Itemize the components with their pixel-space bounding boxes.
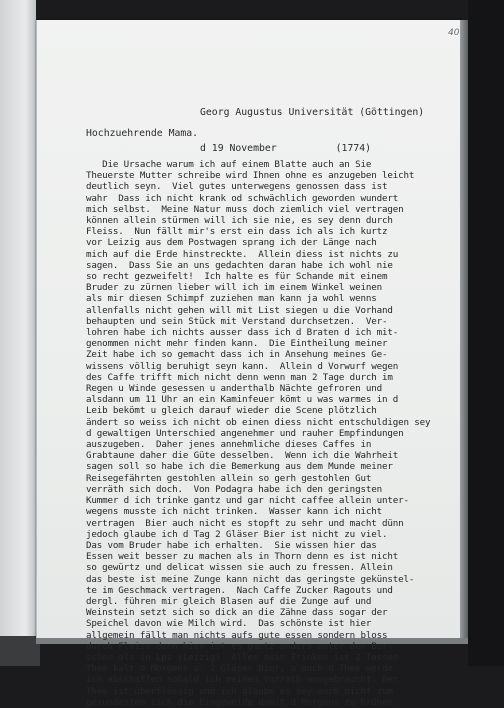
body-line: Bruder zu zürnen lieber will ich im einem Winkel weinen — [86, 282, 382, 294]
body-line: genommen nicht mehr finden kann. Die Eintheilung meiner — [86, 338, 388, 350]
body-line: alsdann um 11 Uhr an ein Kaminfeuer kömt u was warmes in d — [86, 394, 399, 406]
body-line: wahr Dass ich nicht krank od schwächlich geworden wundert — [86, 192, 399, 204]
facing-page-edge — [0, 0, 36, 640]
body-line: des Caffe trifft mich nicht denn wenn man 2 Tage durch im — [86, 371, 393, 383]
salutation: Hochzuehrende Mama. — [86, 128, 199, 139]
body-line: Reisegefährten gestohlen allein so gerh gestohlen Gut — [86, 472, 372, 484]
body-line: lohren habe ich nichts ausser dass ich d Braten d ich mit- — [86, 327, 399, 339]
body-line: so gewürtz und delicat wissen sie auch zu fressen. Allein — [86, 562, 393, 574]
header-place: Georg Augustus Universität (Göttingen) — [200, 107, 425, 118]
body-line: können allein stürmen will ich sie nie, es sey denn durch — [86, 215, 393, 227]
body-line: Kummer d ich trinke gantz und gar nicht caffee allein unter- — [86, 495, 409, 507]
body-line: Zeit habe ich so gemacht dass ich in Ansehung meines Ge- — [86, 349, 388, 361]
body-line: te im Geschmack vertragen. Nach Caffe Zucker Ragouts und — [86, 584, 393, 596]
book-cover-corner — [0, 636, 40, 666]
body-line: Thee ist überflüssig und ich glaube es sey auch nicht zum — [86, 685, 393, 697]
body-line: Fleiss. Nun fällt mir's erst ein dass ich als ich kurtz — [86, 226, 388, 238]
body-line: Das vom Bruder habe ich erhalten. Sie wissen hier das — [86, 539, 377, 551]
body-line: dergl. führen mir gleich Blasen auf die Zunge auf und — [86, 595, 372, 607]
letter-header — [200, 83, 440, 167]
body-line: mich auf die Erde hinstreckte. Allein diess ist nichts zu — [86, 248, 399, 260]
body-line: ich abschaffen sobald ich meinen Vorrath ausgebraucht. Der — [86, 674, 399, 686]
body-line: das beste ist meine Zunge kann nicht das geringste gekünstel- — [86, 573, 415, 585]
body-line: auszugeben. Daher jenes annehmliche dieses Caffes in — [86, 439, 372, 451]
body-line: Weinstein setzt sich so dick an die Zähne dass sogar der — [86, 607, 388, 619]
body-line: Leib bekömt u gleich darauf wieder die Scene plötzlich — [86, 405, 377, 417]
letter-body — [86, 159, 466, 708]
body-line: verräth sich doch. Von Podagra habe ich den geringsten — [86, 483, 382, 495]
body-line: allgemein fällt man nichts aufs gute essen sondern bloss — [86, 629, 388, 641]
body-line: allenfalls nicht gehen will mit List siegen u die Vorhand — [86, 304, 393, 316]
body-line: behaupten und sein Stück mit Verstand durchsetzen. Ver- — [86, 315, 388, 327]
body-line: vor Leizig aus dem Postwagen sprang ich der Länge nach — [86, 237, 377, 249]
body-line: durch Fleiss denn hier ist es gantz anders unter den Bur- — [86, 640, 393, 652]
body-line: sagen. Dass Sie an uns gedachten daran habe ich wohl nie — [86, 259, 393, 271]
body-line: Theuerste Mutter schreibe wird Ihnen ohne es anzugeben leicht — [86, 170, 415, 182]
body-line: Speichel davon wie Milch wird. Das schönste ist hier — [86, 618, 372, 630]
body-line: jedoch glaube ich d Tag 2 Gläser Bier ist nicht zu viel. — [86, 528, 388, 540]
body-line: Regen u Winde gesessen u anderthalb Nächte gefroren und — [86, 383, 382, 395]
background-right — [468, 0, 504, 666]
header-date: d 19 November (1774) — [200, 143, 372, 154]
body-line: Thee kalt d Morgens u. 2 Gläser Bier, u auch d Thee werde — [86, 663, 393, 675]
body-line: Grabtaune daher die Güte desselben. Wenn ich die Wahrheit — [86, 450, 399, 462]
body-line: Essen weit besser zu machen als in Thorn denn es ist nicht — [86, 551, 399, 563]
body-line: vertragen Bier auch nicht es stopft zu sehr und macht dünn — [86, 517, 404, 529]
body-line: so recht gezweifelt! Ich halte es für Schande mit einem — [86, 271, 388, 283]
body-line: schen als in Lpz (Leizig) Alles mein Trinken ist 2 Tassen — [86, 651, 399, 663]
folio-number: 40 — [448, 28, 460, 38]
body-line: sagen soll so habe ich die Bemerkung aus dem Munde meiner — [86, 461, 393, 473]
body-line: wissens völlig beruhigt seyn kann. Allein d Vorwurf wegen — [86, 360, 399, 372]
body-line: Die Ursache warum ich auf einem Blatte auch an Sie — [86, 159, 372, 170]
body-line: gesundesten sich die Eingeweide damit d Morgens zu brühen. — [86, 696, 399, 708]
body-line: als mir diesen Schimpf zuziehen man kann ja wohl wenns — [86, 293, 377, 305]
body-line: ändert so weiss ich nicht ob einen diess nicht entschuldigen sey — [86, 416, 431, 428]
body-line: d gewaltigen Unterschied angenehmer und rauher Empfindungen — [86, 427, 404, 439]
body-line: deutlich seyn. Viel gutes unterwegens genossen dass ist — [86, 181, 388, 193]
body-line: mich selbst. Meine Natur muss doch ziemlich viel vertragen — [86, 203, 404, 215]
body-line: wegens musste ich nicht trinken. Wasser kann ich nicht — [86, 506, 382, 518]
